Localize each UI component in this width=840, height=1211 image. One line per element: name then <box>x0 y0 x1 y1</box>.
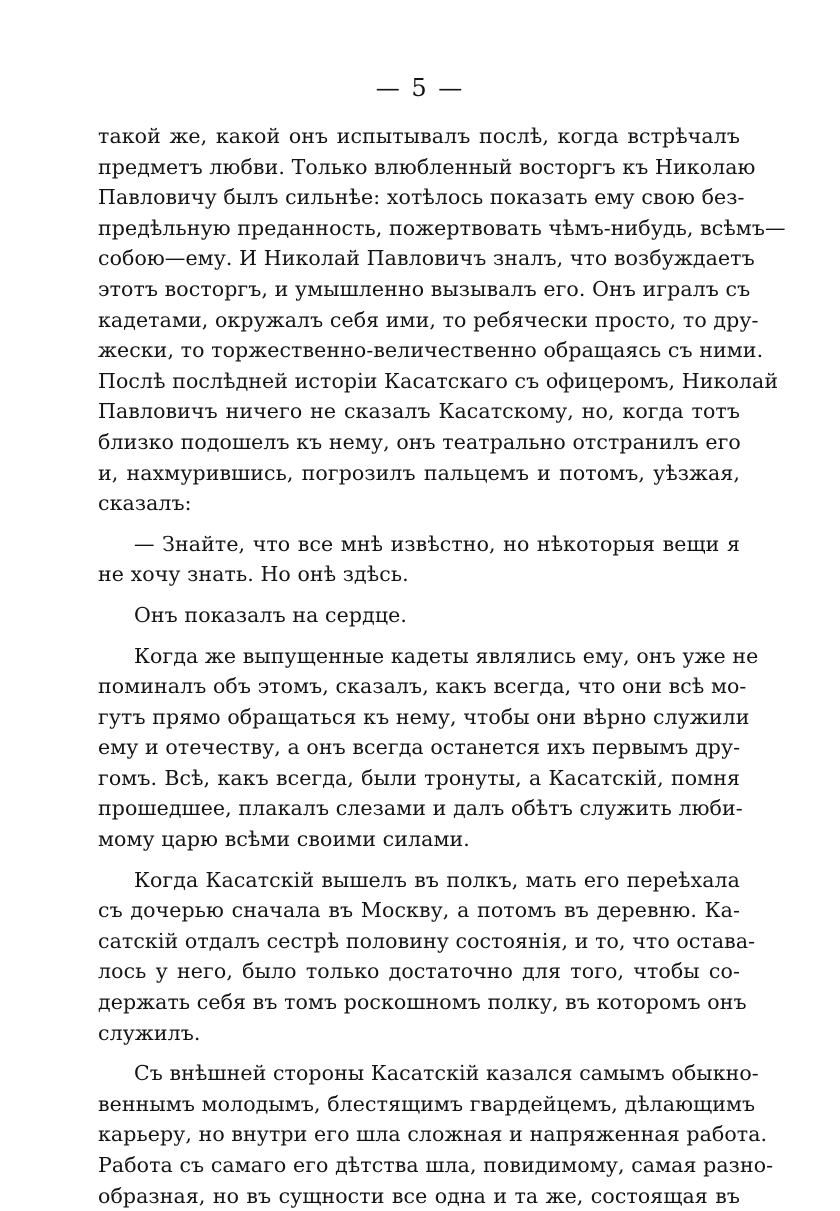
text-line: жески, то торжественно-величественно обращаясь съ ними. <box>98 338 764 363</box>
body-text <box>98 121 786 1211</box>
text-line: прошедшее, плакалъ слезами и далъ обѣтъ служить люби- <box>98 796 743 821</box>
text-line: карьеру, но внутри его шла сложная и напряженная работа. <box>98 1122 768 1147</box>
text-line: ему и отечеству, а онъ всегда останется ихъ первымъ дру- <box>98 735 741 760</box>
text-line: служилъ. <box>98 1020 201 1045</box>
text-line: и, нахмурившись, погрозилъ пальцемъ и потомъ, уѣзжая, <box>98 460 740 485</box>
text-line: Работа съ самаго его дѣтства шла, повидимому, самая разно- <box>98 1153 774 1177</box>
text-line: предѣльную преданность, пожертвовать чѣмъ-нибудь, всѣмъ— <box>98 215 786 240</box>
paragraph <box>98 600 740 631</box>
text-line: Онъ показалъ на сердце. <box>134 602 407 627</box>
text-line: не хочу знать. Но онѣ здѣсь. <box>98 562 409 587</box>
text-line: Съ внѣшней стороны Касатскій казался самымъ обыкно- <box>134 1061 759 1086</box>
text-line: такой же, какой онъ испытывалъ послѣ, когда встрѣчалъ <box>98 124 740 148</box>
text-line: гутъ прямо обращаться къ нему, чтобы они вѣрно служили <box>98 704 750 729</box>
text-line: сатскій отдалъ сестрѣ половину состоянія, и то, что остава- <box>98 928 756 953</box>
text-line: кадетами, окружалъ себя ими, то ребячески просто, то дру- <box>98 307 759 332</box>
text-line: Послѣ послѣдней исторіи Касатскаго съ офицеромъ, Николай <box>98 368 779 393</box>
text-line: Когда же выпущенные кадеты являлись ему, онъ уже не <box>134 643 759 668</box>
text-line: Когда Касатскій вышелъ въ полкъ, мать его переѣхала <box>134 867 740 892</box>
text-line: гомъ. Всѣ, какъ всегда, были тронуты, а Касатскій, помня <box>98 765 740 790</box>
text-line: веннымъ молодымъ, блестящимъ гвардейцемъ, дѣлающимъ <box>98 1091 756 1116</box>
text-line: собою—ему. И Николай Павловичъ зналъ, что возбуждаетъ <box>98 246 755 271</box>
paragraph <box>98 641 759 855</box>
text-line: держать себя въ томъ роскошномъ полку, въ которомъ онъ <box>98 990 747 1015</box>
text-line: — Знайте, что все мнѣ извѣстно, но нѣкоторыя вещи я <box>134 531 740 556</box>
paragraph <box>98 121 786 519</box>
text-line: съ дочерью сначала въ Москву, а потомъ въ деревню. Ка- <box>98 898 740 923</box>
text-line: Павловичу былъ сильнѣе: хотѣлось показать ему свою без- <box>98 185 745 210</box>
text-line: предметъ любви. Только влюбленный восторгъ къ Николаю <box>98 154 756 179</box>
text-line: этотъ восторгъ, и умышленно вызывалъ его. Онъ игралъ съ <box>98 276 751 301</box>
text-line: мому царю всѣми своими силами. <box>98 827 470 852</box>
page-number: — 5 — <box>375 74 465 102</box>
text-line: лось у него, было только достаточно для того, чтобы со- <box>98 959 740 984</box>
text-line: поминалъ объ этомъ, сказалъ, какъ всегда, что они всѣ мо- <box>98 674 747 699</box>
text-line: сказалъ: <box>98 491 192 516</box>
text-line: близко подошелъ къ нему, онъ театрально отстранилъ его <box>98 429 741 454</box>
paragraph <box>98 865 756 1049</box>
text-line: Павловичъ ничего не сказалъ Касатскому, но, когда тотъ <box>98 399 740 424</box>
paragraph <box>98 529 740 590</box>
paragraph <box>98 1058 774 1211</box>
text-line: образная, но въ сущности все одна и та же, состоящая въ <box>98 1183 740 1208</box>
